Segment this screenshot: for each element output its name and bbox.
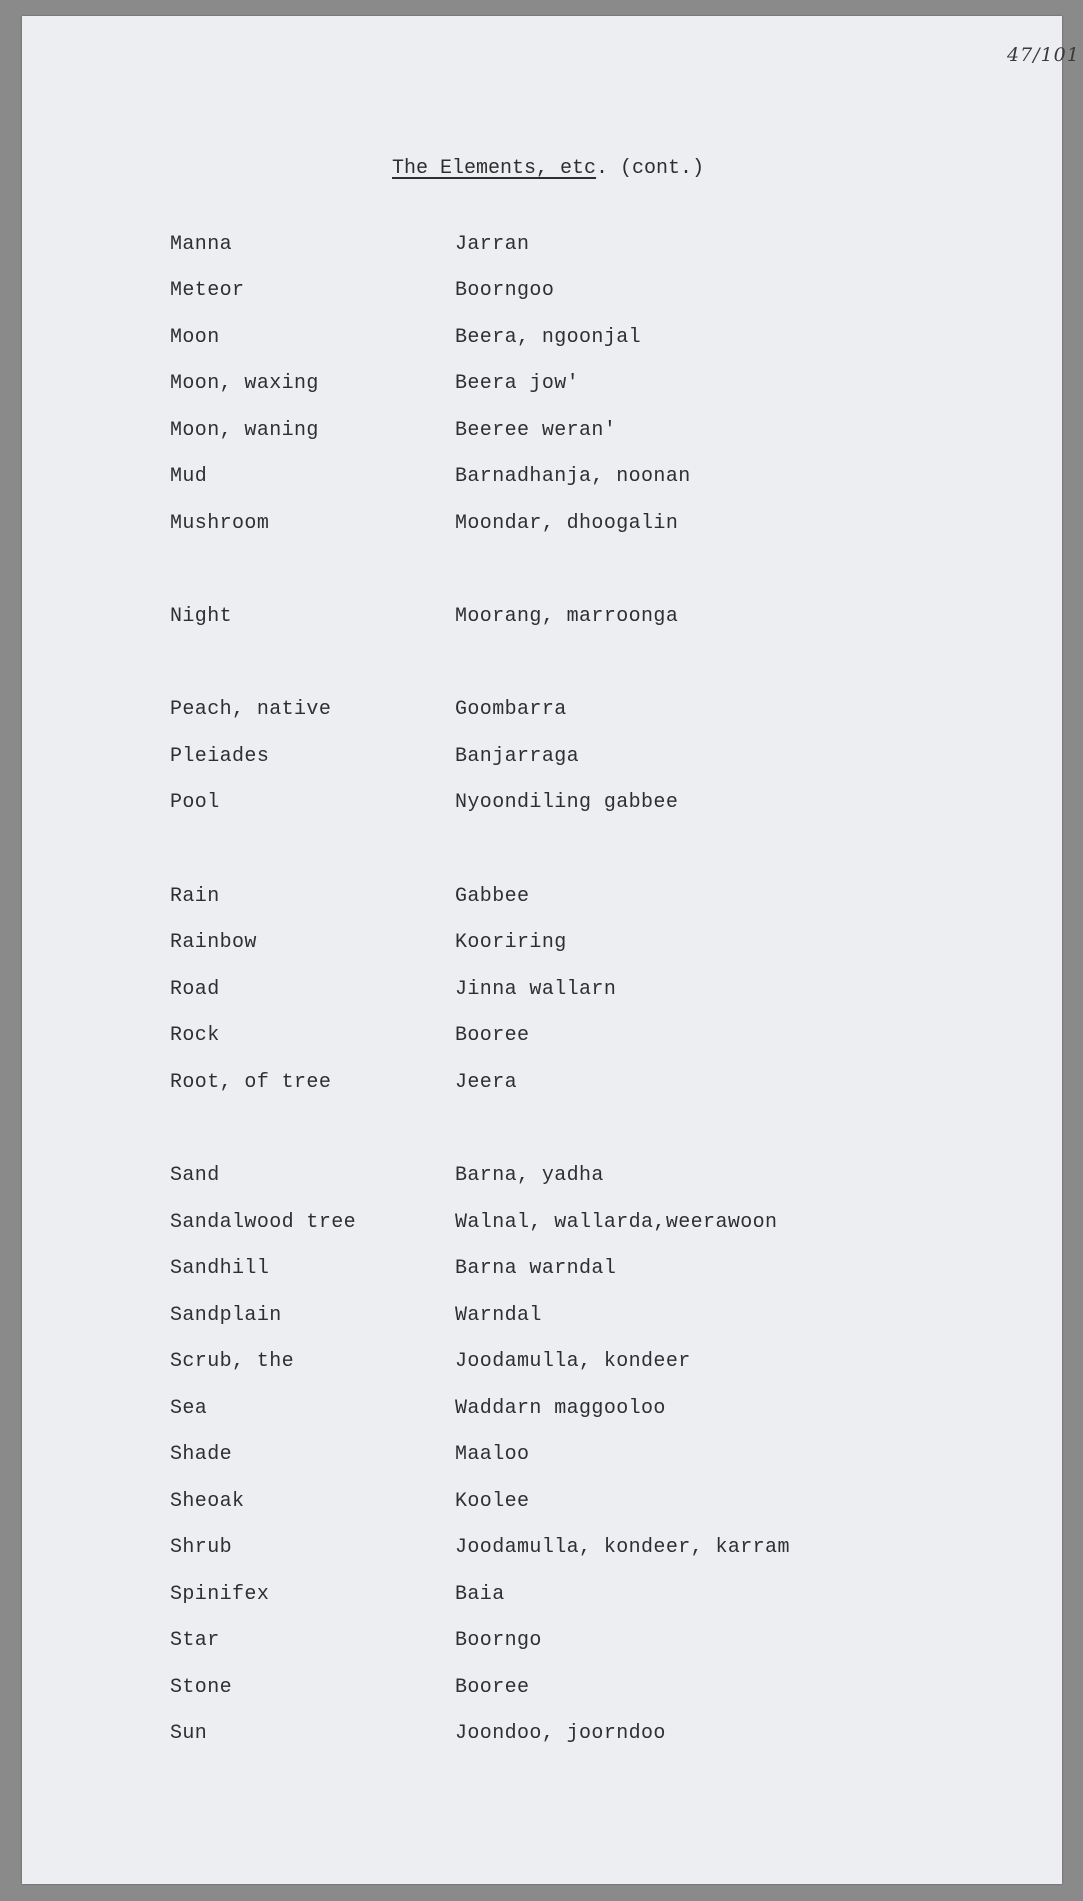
native-term: Waddarn maggooloo <box>455 1397 666 1420</box>
native-term: Maaloo <box>455 1443 530 1466</box>
native-term: Boorngo <box>455 1629 542 1652</box>
list-item <box>22 1676 1062 1706</box>
native-term: Jarran <box>455 233 530 256</box>
list-item <box>22 279 1062 309</box>
english-term: Peach, native <box>170 698 332 721</box>
native-term: Baia <box>455 1583 505 1606</box>
english-term: Sun <box>170 1722 208 1745</box>
english-term: Spinifex <box>170 1583 270 1606</box>
list-item <box>22 233 1062 263</box>
native-term: Koolee <box>455 1490 530 1513</box>
native-term: Jinna wallarn <box>455 978 617 1001</box>
list-item <box>22 698 1062 728</box>
english-term: Root, of tree <box>170 1071 332 1094</box>
title-underlined: The Elements, etc <box>392 157 597 180</box>
native-term: Barna, yadha <box>455 1164 604 1187</box>
native-term: Barnadhanja, noonan <box>455 465 691 488</box>
english-term: Mud <box>170 465 208 488</box>
english-term: Sheoak <box>170 1490 245 1513</box>
english-term: Rainbow <box>170 931 257 954</box>
native-term: Barna warndal <box>455 1257 617 1280</box>
list-item <box>22 326 1062 356</box>
native-term: Beera, ngoonjal <box>455 326 642 349</box>
native-term: Gabbee <box>455 885 530 908</box>
native-term: Nyoondiling gabbee <box>455 791 679 814</box>
english-term: Meteor <box>170 279 245 302</box>
native-term: Goombarra <box>455 698 567 721</box>
list-item <box>22 1024 1062 1054</box>
english-term: Pool <box>170 791 220 814</box>
english-term: Night <box>170 605 233 628</box>
list-item <box>22 1722 1062 1752</box>
native-term: Warndal <box>455 1304 542 1327</box>
english-term: Shrub <box>170 1536 233 1559</box>
list-item <box>22 1164 1062 1194</box>
english-term: Sandplain <box>170 1304 282 1327</box>
native-term: Beera jow' <box>455 372 580 395</box>
list-item <box>22 1583 1062 1613</box>
list-item <box>22 372 1062 402</box>
english-term: Mushroom <box>170 512 270 535</box>
native-term: Joondoo, joorndoo <box>455 1722 666 1745</box>
list-item <box>22 1490 1062 1520</box>
title-rest: . (cont.) <box>596 157 705 180</box>
list-item <box>22 978 1062 1008</box>
list-item <box>22 1071 1062 1101</box>
list-item <box>22 1629 1062 1659</box>
list-item <box>22 791 1062 821</box>
list-item <box>22 1443 1062 1473</box>
english-term: Stone <box>170 1676 233 1699</box>
page-number: 47/101 <box>1007 44 1080 66</box>
list-item <box>22 1211 1062 1241</box>
english-term: Moon, waning <box>170 419 319 442</box>
list-item <box>22 931 1062 961</box>
native-term: Moorang, marroonga <box>455 605 679 628</box>
list-item <box>22 1536 1062 1566</box>
list-item <box>22 1257 1062 1287</box>
document-page <box>22 16 1080 1884</box>
english-term: Road <box>170 978 220 1001</box>
native-term: Beeree weran' <box>455 419 617 442</box>
english-term: Pleiades <box>170 745 270 768</box>
english-term: Scrub, the <box>170 1350 295 1373</box>
list-item <box>22 419 1062 449</box>
native-term: Banjarraga <box>455 745 580 768</box>
english-term: Shade <box>170 1443 233 1466</box>
native-term: Walnal, wallarda,weerawoon <box>455 1211 778 1234</box>
native-term: Booree <box>455 1676 530 1699</box>
english-term: Rain <box>170 885 220 908</box>
native-term: Kooriring <box>455 931 567 954</box>
english-term: Moon <box>170 326 220 349</box>
list-item <box>22 605 1062 635</box>
english-term: Sea <box>170 1397 208 1420</box>
list-item <box>22 512 1062 542</box>
list-item <box>22 1397 1062 1427</box>
english-term: Manna <box>170 233 233 256</box>
list-item <box>22 465 1062 495</box>
english-term: Sand <box>170 1164 220 1187</box>
native-term: Boorngoo <box>455 279 555 302</box>
native-term: Joodamulla, kondeer, karram <box>455 1536 790 1559</box>
list-item <box>22 1350 1062 1380</box>
list-item <box>22 745 1062 775</box>
english-term: Moon, waxing <box>170 372 319 395</box>
english-term: Sandalwood tree <box>170 1211 357 1234</box>
native-term: Booree <box>455 1024 530 1047</box>
english-term: Star <box>170 1629 220 1652</box>
native-term: Moondar, dhoogalin <box>455 512 679 535</box>
native-term: Joodamulla, kondeer <box>455 1350 691 1373</box>
page-title <box>392 157 704 180</box>
list-item <box>22 885 1062 915</box>
native-term: Jeera <box>455 1071 518 1094</box>
list-item <box>22 1304 1062 1334</box>
english-term: Sandhill <box>170 1257 270 1280</box>
english-term: Rock <box>170 1024 220 1047</box>
